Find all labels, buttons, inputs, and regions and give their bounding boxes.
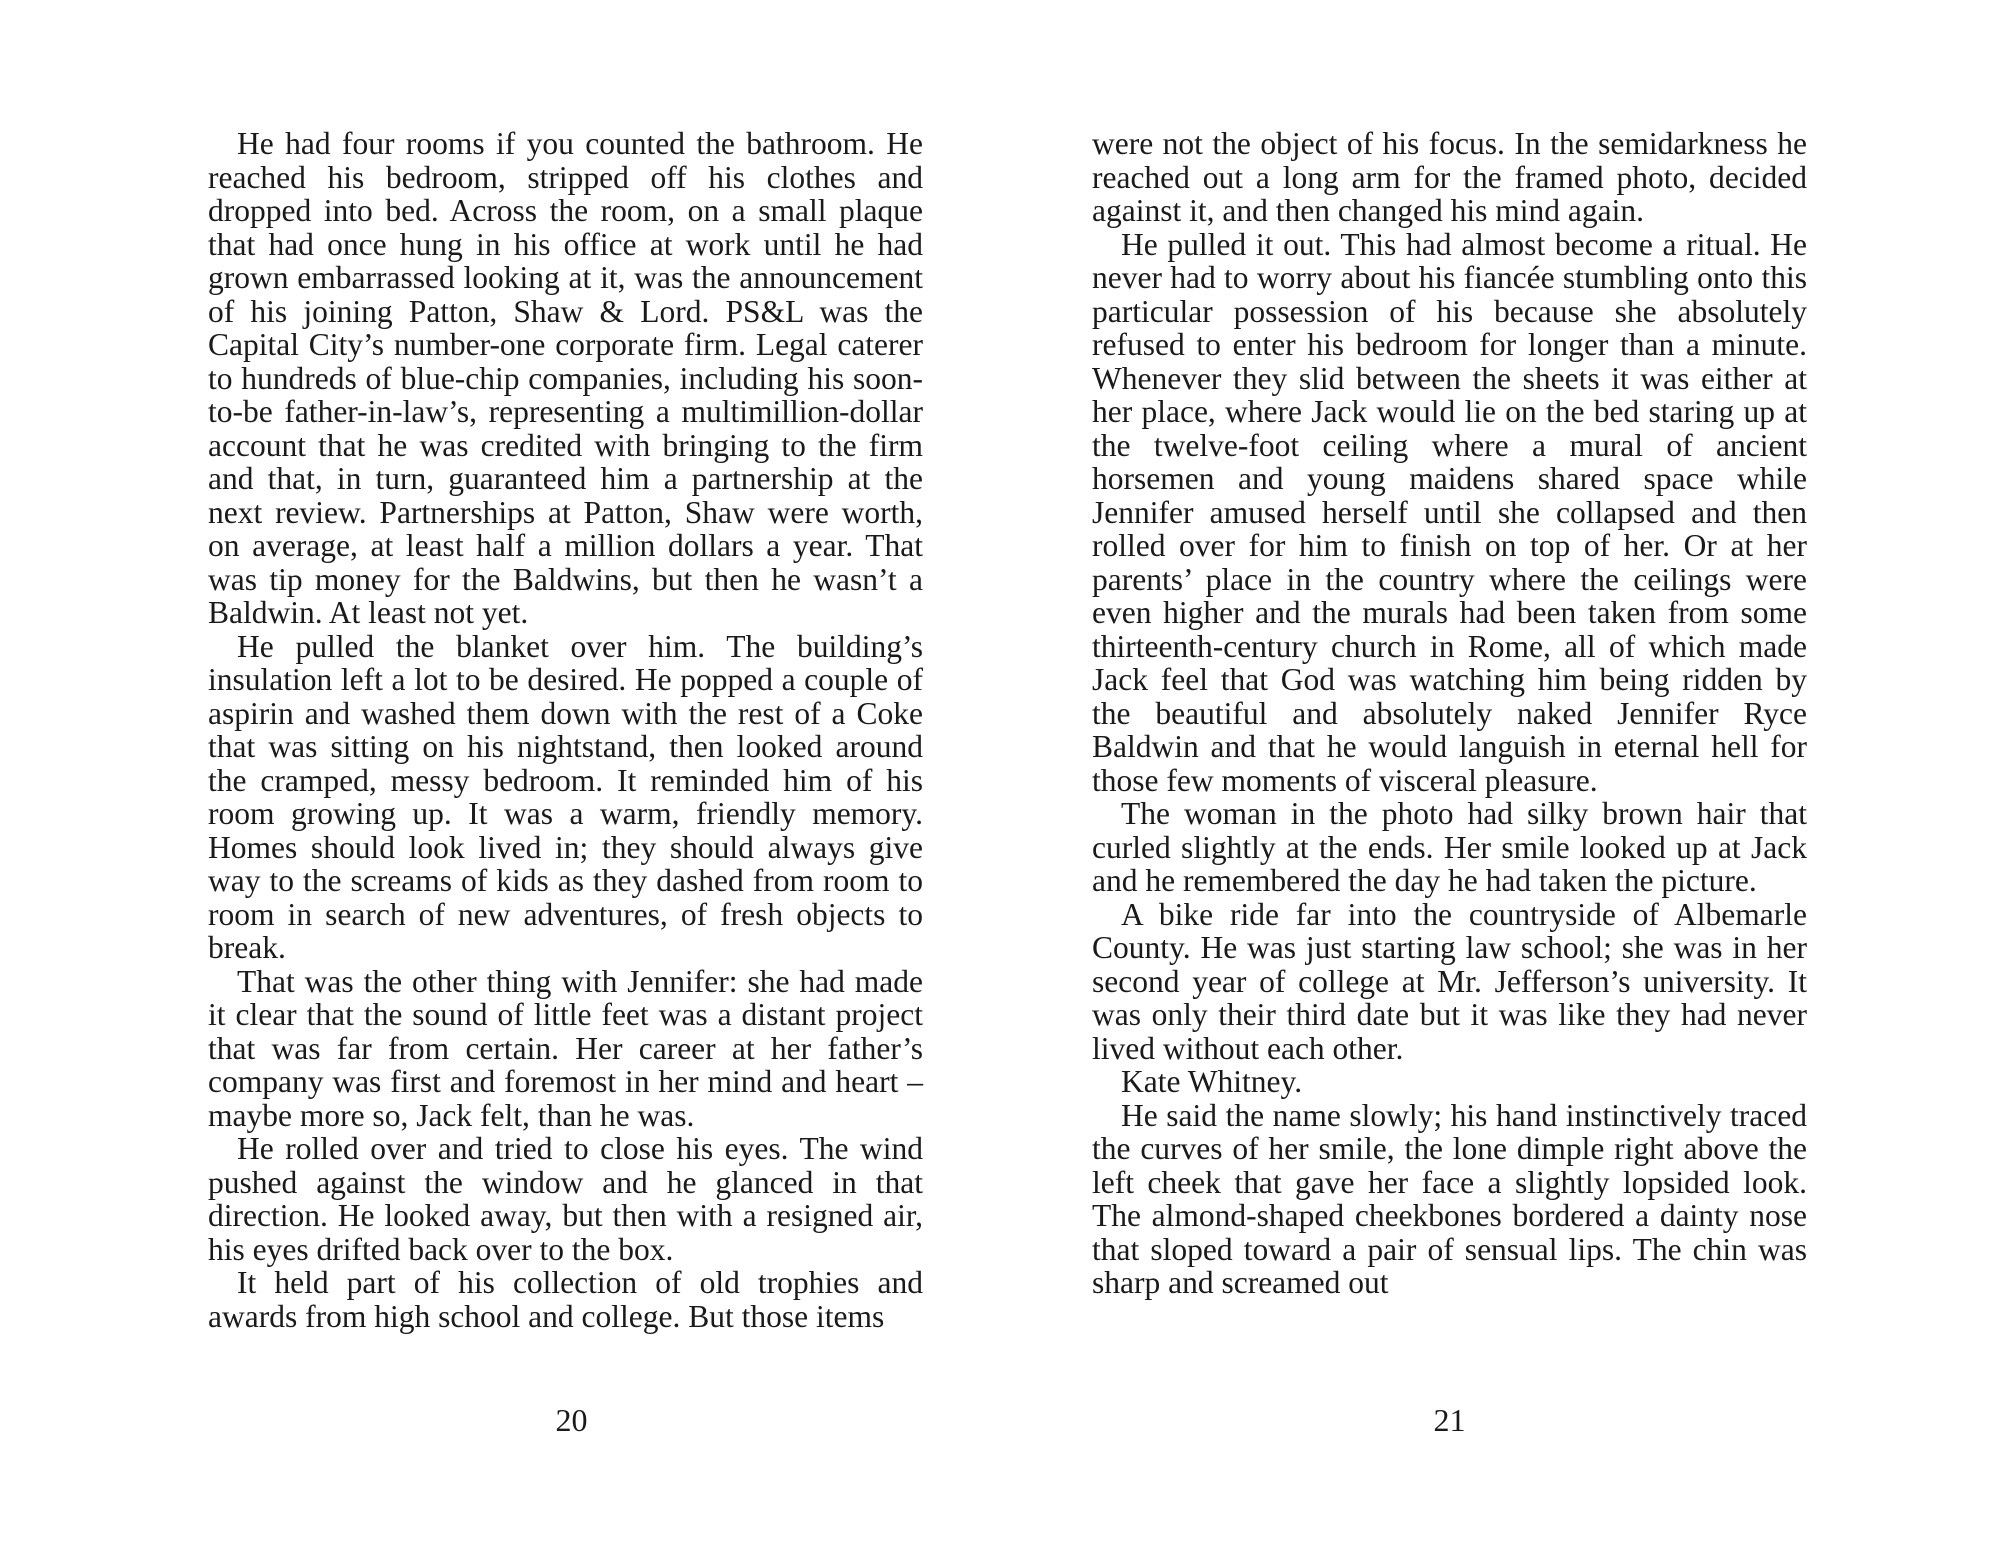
paragraph: He pulled the blanket over him. The building’s insulation left a lot to be desired. He popped a couple of aspirin and washed them down with the rest of a Coke that was sitting on his nightstand, then looked around the cramped, messy bedroom. It reminded him of his room growing up. It was a warm, friendly memory. Homes should look lived in; they should always give way to the screams of kids as they dashed from room to room in search of new adventures, of fresh objects to break. (208, 628, 923, 965)
paragraph: He rolled over and tried to close his eyes. The wind pushed against the window and he glanced in that direction. He looked away, but then with a resigned air, his eyes drifted back over to the box. (208, 1131, 923, 1267)
page-number: 20 (555, 1402, 588, 1438)
left-page-text (208, 127, 923, 1333)
continued-paragraph: were not the object of his focus. In the semidarkness he reached out a long arm for the framed photo, decided against it, and then changed his mind again. (1092, 126, 1807, 228)
paragraph: He had four rooms if you counted the bathroom. He reached his bedroom, stripped off his clothes and dropped into bed. Across the room, on a small plaque that had once hung in his office at work until he had grown embarrassed looking at it, was the announcement of his joining Patton, Shaw & Lord. PS&L was the Capital City’s number-one corporate firm. Legal caterer to hundreds of blue-chip companies, including his soon-to-be father-in-law’s, representing a multimillion-dollar account that he was credited with bringing to the firm and that, in turn, guaranteed him a partnership at the next review. Partnerships at Patton, Shaw were worth, on average, at least half a million dollars a year. That was tip money for the Baldwins, but then he wasn’t a Baldwin. At least not yet. (208, 126, 923, 630)
right-page (1092, 126, 1807, 1438)
paragraph: Kate Whitney. (1121, 1064, 1303, 1099)
paragraph: The woman in the photo had silky brown hair that curled slightly at the ends. Her smile looked up at Jack and he remembered the day he had taken the picture. (1092, 796, 1807, 898)
page-number: 21 (1433, 1402, 1466, 1438)
paragraph: He pulled it out. This had almost become a ritual. He never had to worry about his fiancée stumbling onto this particular possession of his because she absolutely refused to enter his bedroom for longer than a minute. Whenever they slid between the sheets it was either at her place, where Jack would lie on the bed staring up at the twelve-foot ceiling where a mural of ancient horsemen and young maidens shared space while Jennifer amused herself until she collapsed and then rolled over for him to finish on top of her. Or at her parents’ place in the country where the ceilings were even higher and the murals had been taken from some thirteenth-century church in Rome, all of which made Jack feel that God was watching him being ridden by the beautiful and absolutely naked Jennifer Ryce Baldwin and that he would languish in eternal hell for those few moments of visceral pleasure. (1092, 226, 1807, 798)
paragraph: A bike ride far into the countryside of Albemarle County. He was just starting law school; she was in her second year of college at Mr. Jefferson’s university. It was only their third date but it was like they had never lived without each other. (1092, 896, 1807, 1066)
left-page (208, 126, 923, 1438)
paragraph: He said the name slowly; his hand instinctively traced the curves of her smile, the lone dimple right above the left cheek that gave her face a slightly lopsided look. The almond-shaped cheekbones bordered a dainty nose that sloped toward a pair of sensual lips. The chin was sharp and screamed out (1092, 1097, 1807, 1300)
paragraph: It held part of his collection of old trophies and awards from high school and college. But those items (208, 1265, 923, 1334)
right-page-text (1092, 127, 1807, 1300)
paragraph: That was the other thing with Jennifer: she had made it clear that the sound of little feet was a distant project that was far from certain. Her career at her father’s company was first and foremost in her mind and heart – maybe more so, Jack felt, than he was. (208, 963, 923, 1133)
